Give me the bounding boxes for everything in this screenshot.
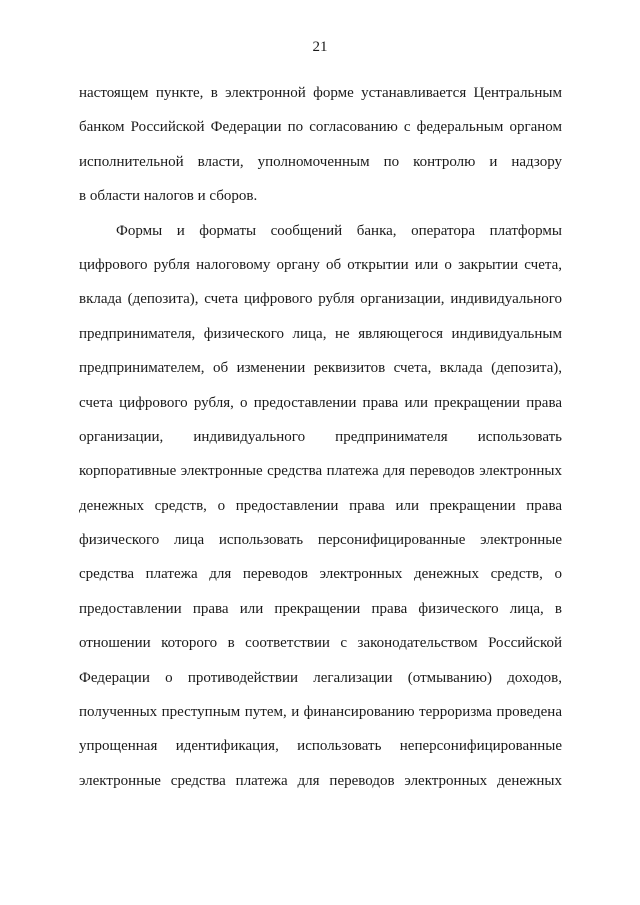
text-line: корпоративные электронные средства платежа для переводов электронных <box>79 463 562 480</box>
text-line: предпринимателя, физического лица, не являющегося индивидуальным <box>79 325 562 342</box>
text-line: цифрового рубля налоговому органу об открытии или о закрытии счета, <box>79 256 562 273</box>
text-line: в области налогов и сборов. <box>79 188 258 205</box>
text-line: денежных средств, о предоставлении права или прекращении права <box>79 497 562 514</box>
text-line: вклада (депозита), счета цифрового рубля организации, индивидуального <box>79 291 562 308</box>
text-line: банком Российской Федерации по согласованию с федеральным органом <box>79 119 562 136</box>
text-line: полученных преступным путем, и финансированию терроризма проведена <box>79 704 562 721</box>
page-number: 21 <box>312 39 328 55</box>
text-line: физического лица использовать персонифицированные электронные <box>79 532 562 549</box>
paragraph-2 <box>79 214 562 799</box>
text-line: Федерации о противодействии легализации (отмыванию) доходов, <box>79 669 562 686</box>
text-line: исполнительной власти, уполномоченным по контролю и надзору <box>79 153 562 170</box>
document-body <box>79 76 562 798</box>
text-line: отношении которого в соответствии с законодательством Российской <box>79 635 562 652</box>
paragraph-1 <box>79 76 562 214</box>
text-line: Формы и форматы сообщений банка, оператора платформы <box>116 222 562 239</box>
text-line: настоящем пункте, в электронной форме устанавливается Центральным <box>79 85 562 101</box>
text-line: счета цифрового рубля, о предоставлении права или прекращении права <box>79 394 562 411</box>
text-line: предоставлении права или прекращении права физического лица, в <box>79 600 562 617</box>
text-line: электронные средства платежа для переводов электронных денежных <box>79 772 562 789</box>
text-line: организации, индивидуального предпринимателя использовать <box>79 428 562 445</box>
text-line: средства платежа для переводов электронных денежных средств, о <box>79 566 562 583</box>
text-line: упрощенная идентификация, использовать неперсонифицированные <box>79 738 562 755</box>
text-line: предпринимателем, об изменении реквизитов счета, вклада (депозита), <box>79 360 562 377</box>
